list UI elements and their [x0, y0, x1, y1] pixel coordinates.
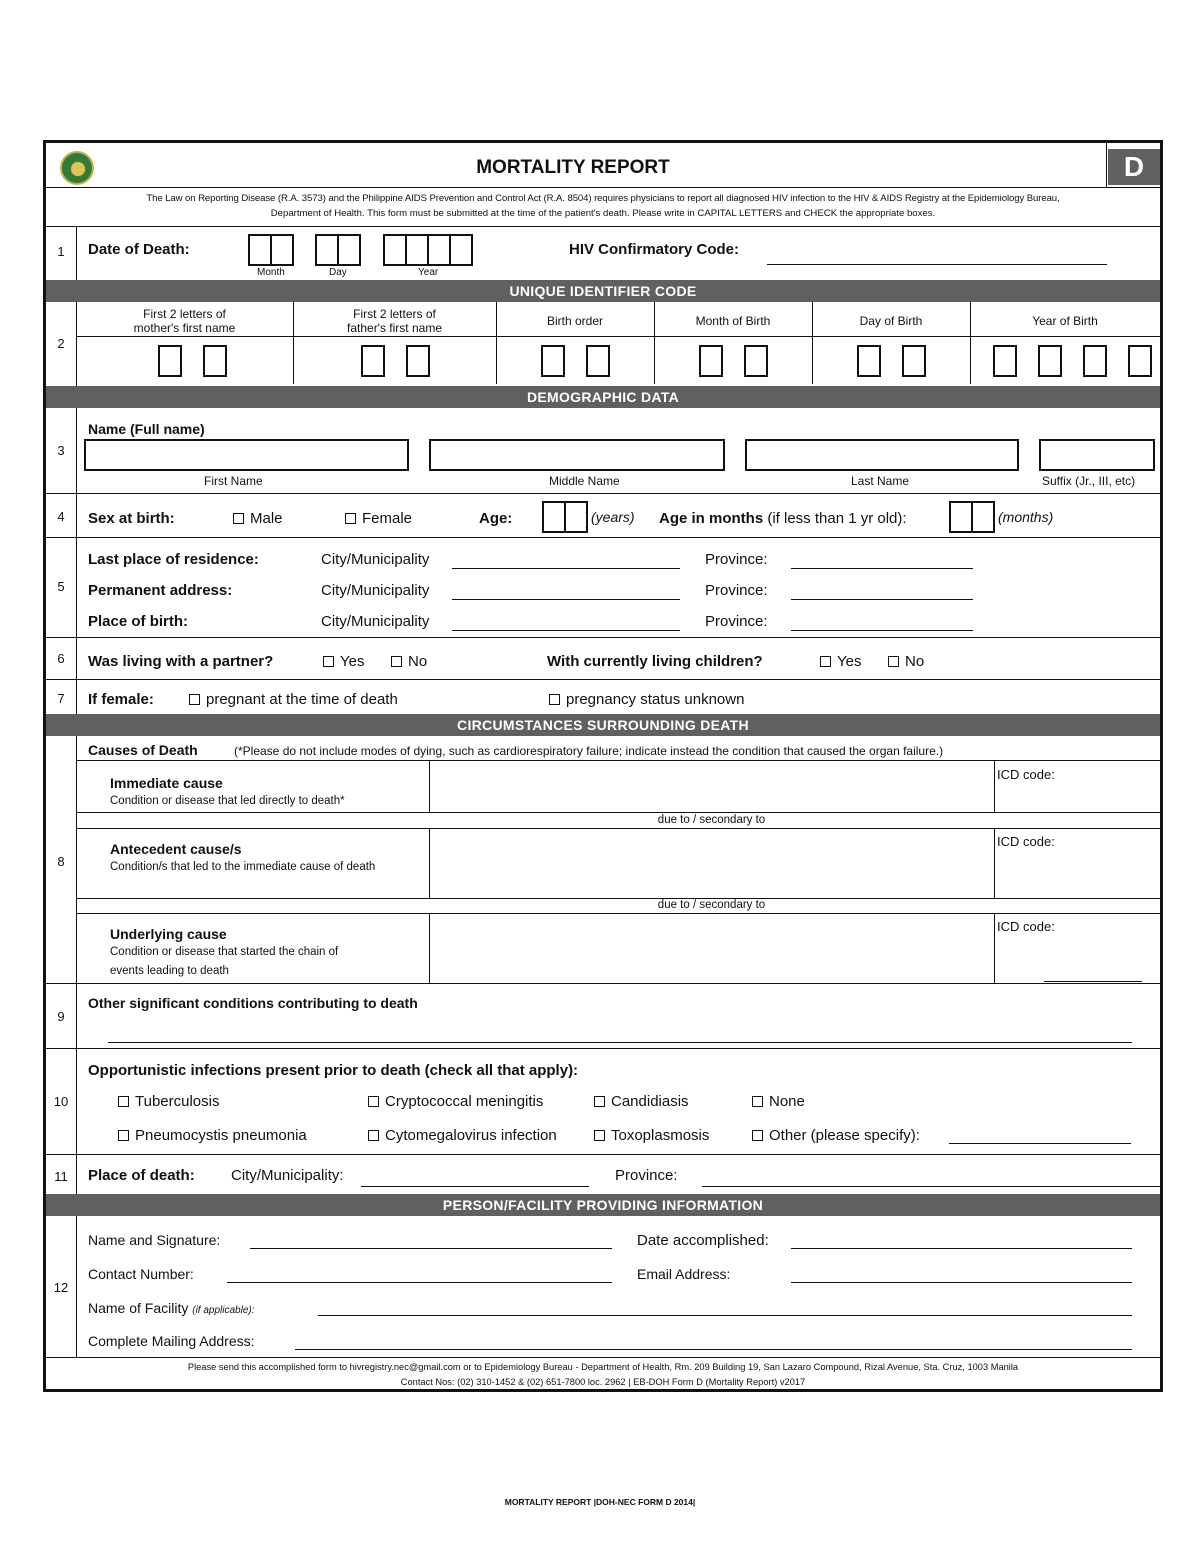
row-number-12: 12	[53, 1280, 69, 1295]
form-footer-line-2: Contact Nos: (02) 310-1452 & (02) 651-7800 loc. 2962 | EB-DOH Form D (Mortality Report) v2017	[400, 1377, 806, 1387]
facility-field[interactable]	[318, 1315, 1132, 1316]
death-month-box-1[interactable]	[248, 234, 272, 266]
place-of-death-city-label: City/Municipality:	[231, 1167, 344, 1184]
immediate-icd-label: ICD code:	[997, 767, 1055, 782]
underlying-icd-field[interactable]	[1044, 981, 1142, 982]
name-signature-field[interactable]	[250, 1248, 612, 1249]
oi-other[interactable]: Other (please specify):	[752, 1127, 920, 1144]
first-name-field[interactable]	[84, 439, 409, 471]
uic-month-box-1[interactable]	[699, 345, 723, 377]
antecedent-cause-desc: Condition/s that led to the immediate cause of death	[110, 861, 376, 873]
male-checkbox[interactable]	[233, 513, 244, 524]
uic-col-month-birth: Month of Birth	[695, 314, 771, 328]
underlying-cause-desc-2: events leading to death	[110, 965, 229, 977]
row-number-8: 8	[57, 854, 65, 869]
section-provider: PERSON/FACILITY PROVIDING INFORMATION	[46, 1194, 1160, 1216]
children-yes-checkbox[interactable]	[820, 656, 831, 667]
form-letter: D	[1108, 149, 1160, 185]
last-residence-city-field[interactable]	[452, 568, 680, 569]
place-of-death-label: Place of death:	[88, 1167, 195, 1184]
death-year-box-3[interactable]	[427, 234, 451, 266]
immediate-icd-field[interactable]	[996, 783, 1156, 810]
row-number-7: 7	[57, 691, 65, 706]
row-number-9: 9	[57, 1009, 65, 1024]
uic-mother-box-2[interactable]	[203, 345, 227, 377]
row-number-6: 6	[57, 651, 65, 666]
permanent-province-label: Province:	[705, 582, 768, 599]
permanent-city-label: City/Municipality	[321, 582, 430, 599]
row-number-5: 5	[57, 579, 65, 594]
death-day-box-1[interactable]	[315, 234, 339, 266]
oi-toxoplasmosis-checkbox[interactable]	[594, 1130, 605, 1141]
death-year-box-2[interactable]	[405, 234, 429, 266]
facility-label: Name of Facility (if applicable):	[88, 1300, 255, 1316]
antecedent-cause-field[interactable]	[431, 830, 992, 896]
row-number-4: 4	[57, 509, 65, 524]
uic-father-box-1[interactable]	[361, 345, 385, 377]
uic-year-box-2[interactable]	[1038, 345, 1062, 377]
partner-no-option[interactable]: No	[391, 653, 427, 670]
age-months-box-2[interactable]	[971, 501, 995, 533]
age-label: Age:	[479, 510, 513, 527]
oi-cryptococcal[interactable]: Cryptococcal meningitis	[368, 1093, 543, 1110]
children-yes-option[interactable]: Yes	[820, 653, 861, 670]
hiv-code-label: HIV Confirmatory Code:	[569, 241, 740, 258]
oi-cytomegalovirus-checkbox[interactable]	[368, 1130, 379, 1141]
partner-label: Was living with a partner?	[88, 653, 274, 670]
birth-city-label: City/Municipality	[321, 613, 430, 630]
death-year-box-1[interactable]	[383, 234, 407, 266]
date-of-death-label: Date of Death:	[88, 241, 190, 258]
month-caption: Month	[257, 267, 285, 278]
underlying-cause-title: Underlying cause	[110, 926, 227, 942]
underlying-cause-field[interactable]	[431, 915, 992, 981]
last-residence-province-label: Province:	[705, 551, 768, 568]
female-checkbox[interactable]	[345, 513, 356, 524]
place-of-death-province-label: Province:	[615, 1167, 678, 1184]
immediate-cause-title: Immediate cause	[110, 775, 223, 791]
female-option[interactable]: Female	[345, 510, 412, 527]
hiv-code-field[interactable]	[767, 264, 1107, 265]
suffix-field[interactable]	[1039, 439, 1155, 471]
death-day-box-2[interactable]	[337, 234, 361, 266]
uic-col-father: First 2 letters of father's first name	[347, 307, 442, 335]
partner-yes-option[interactable]: Yes	[323, 653, 364, 670]
antecedent-cause-title: Antecedent cause/s	[110, 841, 242, 857]
pregnant-checkbox[interactable]	[189, 694, 200, 705]
notice-line-1: The Law on Reporting Disease (R.A. 3573) and the Philippine AIDS Prevention and Control Act (R.A. 8504) requires physicians to report all diagnosed HIV infection to the HIV & AIDS Registry at the Epidemiology Bureau,	[146, 193, 1060, 204]
uic-mother-box-1[interactable]	[158, 345, 182, 377]
causes-label: Causes of Death	[88, 742, 198, 758]
row-number-1: 1	[57, 244, 65, 259]
oi-candidiasis-checkbox[interactable]	[594, 1096, 605, 1107]
uic-birth-order-box-1[interactable]	[541, 345, 565, 377]
uic-year-box-1[interactable]	[993, 345, 1017, 377]
due-to-label-1: due to / secondary to	[657, 814, 766, 826]
uic-day-box-1[interactable]	[857, 345, 881, 377]
form-title: MORTALITY REPORT	[476, 157, 670, 178]
age-months-label: Age in months (if less than 1 yr old):	[659, 510, 907, 527]
last-residence-city-label: City/Municipality	[321, 551, 430, 568]
oi-other-field[interactable]	[949, 1143, 1131, 1144]
oi-tuberculosis-checkbox[interactable]	[118, 1096, 129, 1107]
name-label: Name (Full name)	[88, 421, 205, 437]
day-caption: Day	[329, 267, 347, 278]
other-conditions-label: Other significant conditions contributing to death	[88, 995, 418, 1011]
age-box-2[interactable]	[564, 501, 588, 533]
other-conditions-field[interactable]	[108, 1042, 1132, 1043]
email-label: Email Address:	[637, 1266, 731, 1282]
oi-none-checkbox[interactable]	[752, 1096, 763, 1107]
section-demographic: DEMOGRAPHIC DATA	[46, 386, 1160, 408]
contact-number-label: Contact Number:	[88, 1266, 194, 1282]
oi-tuberculosis[interactable]: Tuberculosis	[118, 1093, 219, 1110]
place-of-death-city-field[interactable]	[361, 1186, 589, 1187]
first-name-caption: First Name	[204, 474, 263, 488]
pregnant-option[interactable]: pregnant at the time of death	[189, 691, 398, 708]
permanent-address-label: Permanent address:	[88, 582, 233, 599]
uic-day-box-2[interactable]	[902, 345, 926, 377]
male-option[interactable]: Male	[233, 510, 283, 527]
immediate-cause-desc: Condition or disease that led directly to death*	[110, 795, 345, 807]
birth-city-field[interactable]	[452, 630, 680, 631]
sex-label: Sex at birth:	[88, 510, 175, 527]
uic-col-day-birth: Day of Birth	[859, 314, 923, 328]
last-residence-label: Last place of residence:	[88, 551, 259, 568]
year-caption: Year	[418, 267, 439, 278]
partner-no-checkbox[interactable]	[391, 656, 402, 667]
children-label: With currently living children?	[547, 653, 763, 670]
section-circumstances: CIRCUMSTANCES SURROUNDING DEATH	[46, 714, 1160, 736]
oi-toxoplasmosis[interactable]: Toxoplasmosis	[594, 1127, 709, 1144]
years-caption: (years)	[591, 509, 635, 525]
age-months-box-1[interactable]	[949, 501, 973, 533]
mailing-address-field[interactable]	[295, 1349, 1132, 1350]
age-box-1[interactable]	[542, 501, 566, 533]
row-number-2: 2	[57, 336, 65, 351]
birth-province-label: Province:	[705, 613, 768, 630]
pregnancy-unknown-option[interactable]: pregnancy status unknown	[549, 691, 744, 708]
page-footer: MORTALITY REPORT |DOH-NEC FORM D 2014|	[504, 1497, 696, 1507]
oi-pneumocystis-checkbox[interactable]	[118, 1130, 129, 1141]
uic-father-box-2[interactable]	[406, 345, 430, 377]
mailing-address-label: Complete Mailing Address:	[88, 1333, 255, 1349]
uic-col-year-birth: Year of Birth	[1032, 314, 1098, 328]
uic-col-birth-order: Birth order	[546, 314, 604, 328]
birth-province-field[interactable]	[791, 630, 973, 631]
underlying-icd-label: ICD code:	[997, 919, 1055, 934]
if-female-label: If female:	[88, 691, 154, 708]
date-accomplished-field[interactable]	[791, 1248, 1132, 1249]
antecedent-icd-label: ICD code:	[997, 834, 1055, 849]
last-name-field[interactable]	[745, 439, 1019, 471]
uic-month-box-2[interactable]	[744, 345, 768, 377]
place-of-birth-label: Place of birth:	[88, 613, 189, 630]
place-of-death-province-field[interactable]	[702, 1186, 1160, 1187]
middle-name-field[interactable]	[429, 439, 725, 471]
middle-name-caption: Middle Name	[549, 474, 620, 488]
name-signature-label: Name and Signature:	[88, 1232, 221, 1248]
months-caption: (months)	[998, 509, 1054, 525]
oi-label: Opportunistic infections present prior to death (check all that apply):	[88, 1062, 579, 1079]
partner-yes-checkbox[interactable]	[323, 656, 334, 667]
last-name-caption: Last Name	[851, 474, 910, 488]
oi-candidiasis[interactable]: Candidiasis	[594, 1093, 689, 1110]
children-no-option[interactable]: No	[888, 653, 924, 670]
row-number-10: 10	[53, 1094, 69, 1109]
death-year-box-4[interactable]	[449, 234, 473, 266]
oi-cryptococcal-checkbox[interactable]	[368, 1096, 379, 1107]
death-month-box-2[interactable]	[270, 234, 294, 266]
row-number-11: 11	[54, 1169, 68, 1184]
underlying-cause-desc-1: Condition or disease that started the chain of	[110, 946, 339, 958]
pregnancy-unknown-checkbox[interactable]	[549, 694, 560, 705]
last-residence-province-field[interactable]	[791, 568, 973, 569]
due-to-label-2: due to / secondary to	[657, 899, 766, 911]
permanent-city-field[interactable]	[452, 599, 680, 600]
oi-other-checkbox[interactable]	[752, 1130, 763, 1141]
suffix-caption: Suffix (Jr., III, etc)	[1042, 474, 1136, 488]
uic-col-mother: First 2 letters of mother's first name	[133, 307, 236, 335]
contact-number-field[interactable]	[227, 1282, 612, 1283]
mortality-report-form	[43, 140, 1163, 1392]
notice-line-2: Department of Health. This form must be submitted at the time of the patient's death. Please write in CAPITAL LETTERS and CHECK the appropriate boxes.	[270, 208, 936, 219]
uic-birth-order-box-2[interactable]	[586, 345, 610, 377]
uic-year-box-3[interactable]	[1083, 345, 1107, 377]
row-number-3: 3	[57, 443, 65, 458]
causes-note: (*Please do not include modes of dying, such as cardiorespiratory failure; indicate instead the condition that caused the organ failure.)	[234, 744, 944, 758]
section-uic: UNIQUE IDENTIFIER CODE	[46, 280, 1160, 302]
oi-cytomegalovirus[interactable]: Cytomegalovirus infection	[368, 1127, 557, 1144]
date-accomplished-label: Date accomplished:	[637, 1232, 769, 1249]
permanent-province-field[interactable]	[791, 599, 973, 600]
oi-none[interactable]: None	[752, 1093, 805, 1110]
antecedent-icd-field[interactable]	[996, 851, 1156, 896]
email-field[interactable]	[791, 1282, 1132, 1283]
uic-year-box-4[interactable]	[1128, 345, 1152, 377]
children-no-checkbox[interactable]	[888, 656, 899, 667]
oi-pneumocystis[interactable]: Pneumocystis pneumonia	[118, 1127, 307, 1144]
form-footer-line-1: Please send this accomplished form to hivregistry.nec@gmail.com or to Epidemiology Bureau - Department of Health, Rm. 209 Building 19, San Lazaro Compound, Rizal Avenue, Sta. Cruz, 1003 Manila	[187, 1362, 1019, 1372]
immediate-cause-field[interactable]	[431, 762, 992, 810]
